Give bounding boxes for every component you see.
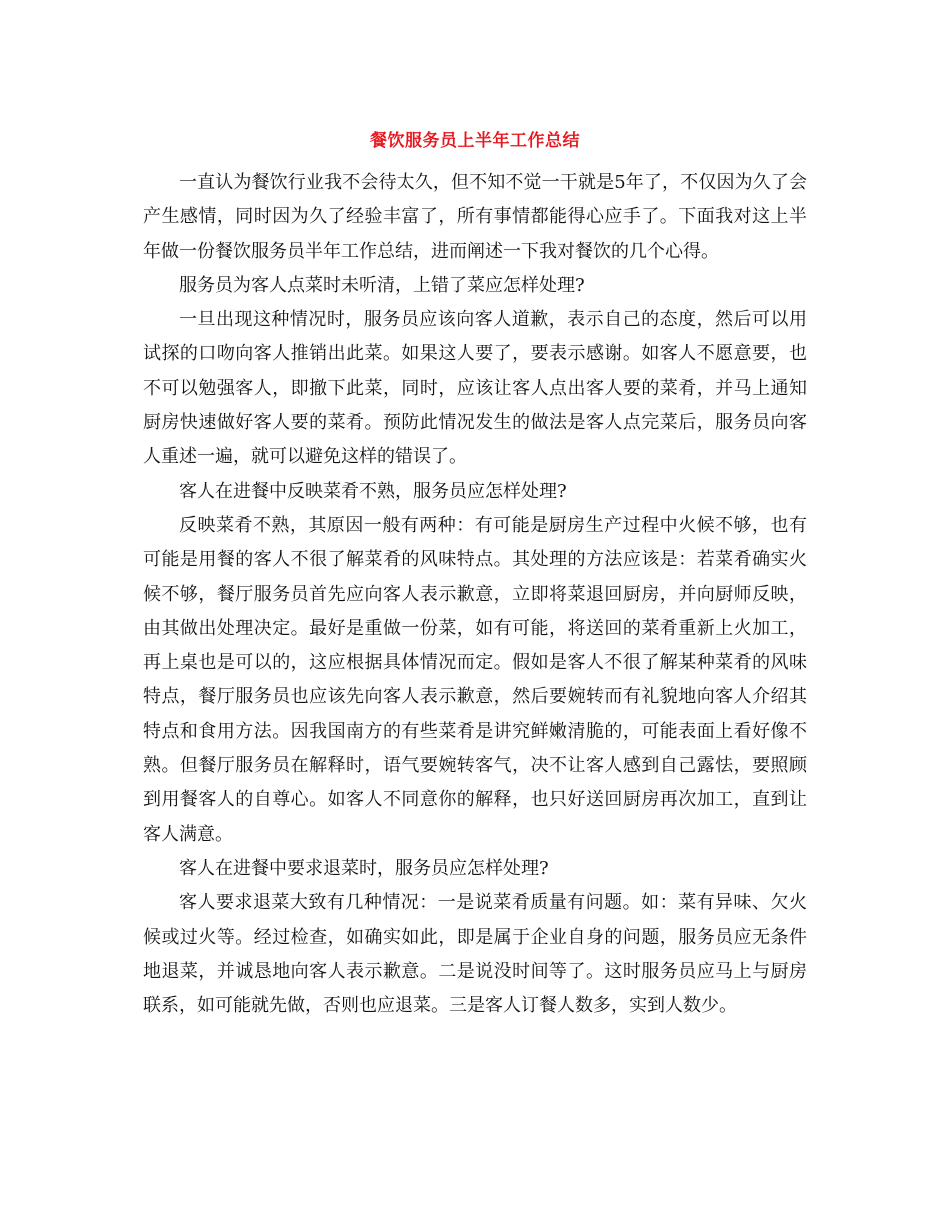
paragraph-answer-return-dish: 客人要求退菜大致有几种情况：一是说菜肴质量有问题。如：菜有异味、欠火候或过火等。经过检查，如确实如此，即是属于企业自身的问题，服务员应无条件地退菜，并诚恳地向客人表示歉意。二是说没时间等了。这时服务员应马上与厨房联系，如可能就先做，否则也应退菜。三是客人订餐人数多，实到人数少。 <box>143 892 807 1017</box>
paragraph-answer-wrong-dish: 一旦出现这种情况时，服务员应该向客人道歉，表示自己的态度，然后可以用试探的口吻向客人推销出此菜。如果这人要了，要表示感谢。如客人不愿意要，也不可以勉强客人，即撤下此菜，同时，应该让客人点出客人要的菜肴，并马上通知厨房快速做好客人要的菜肴。预防此情况发生的做法是客人点完菜后，服务员向客人重述一遍，就可以避免这样的错误了。 <box>143 309 807 468</box>
paragraph-question-return-dish: 客人在进餐中要求退菜时，服务员应怎样处理? <box>179 857 549 879</box>
paragraph-question-wrong-dish: 服务员为客人点菜时未听清，上错了菜应怎样处理? <box>179 274 585 296</box>
document-body <box>143 166 807 1023</box>
paragraph-question-undercooked: 客人在进餐中反映菜肴不熟，服务员应怎样处理? <box>179 480 567 502</box>
document-title: 餐饮服务员上半年工作总结 <box>370 131 580 151</box>
paragraph-answer-undercooked: 反映菜肴不熟，其原因一般有两种：有可能是厨房生产过程中火候不够，也有可能是用餐的客人不很了解菜肴的风味特点。其处理的方法应该是：若菜肴确实火候不够，餐厅服务员首先应向客人表示歉意，立即将菜退回厨房，并向厨师反映，由其做出处理决定。最好是重做一份菜，如有可能，将送回的菜肴重新上火加工，再上桌也是可以的，这应根据具体情况而定。假如是客人不很了解某种菜肴的风味特点，餐厅服务员也应该先向客人表示歉意，然后要婉转而有礼貌地向客人介绍其特点和食用方法。因我国南方的有些菜肴是讲究鲜嫩清脆的，可能表面上看好像不熟。但餐厅服务员在解释时，语气要婉转客气，决不让客人感到自己露怯，要照顾到用餐客人的自尊心。如客人不同意你的解释，也只好送回厨房再次加工，直到让客人满意。 <box>143 514 807 845</box>
paragraph-intro: 一直认为餐饮行业我不会待太久，但不知不觉一干就是5年了，不仅因为久了会产生感情，同时因为久了经验丰富了，所有事情都能得心应手了。下面我对这上半年做一份餐饮服务员半年工作总结，进而阐述一下我对餐饮的几个心得。 <box>143 172 807 262</box>
